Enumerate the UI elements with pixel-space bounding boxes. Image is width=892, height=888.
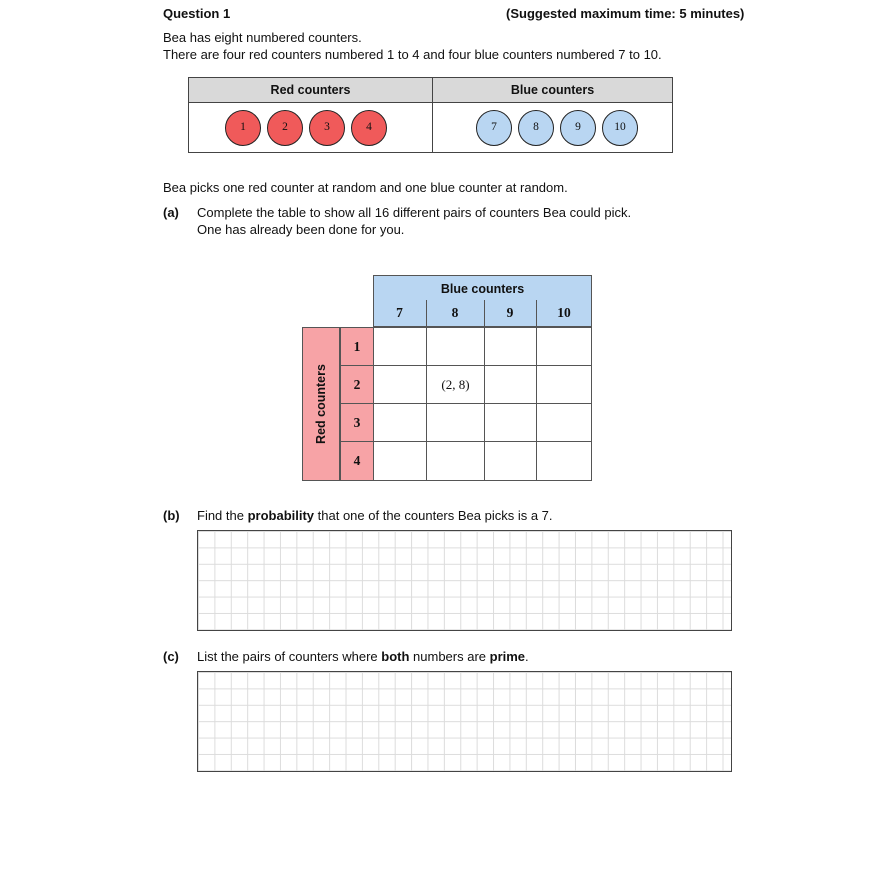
intro-line-2: There are four red counters numbered 1 to 4 and four blue counters numbered 7 to 10. — [163, 47, 662, 62]
pair-cell-3-8[interactable] — [426, 403, 485, 442]
red-counters-header: Red counters — [189, 78, 432, 103]
counters-table-divider — [432, 78, 433, 152]
pair-cell-1-7[interactable] — [373, 327, 427, 366]
part-c-bold-1: both — [381, 649, 410, 664]
blue-counters-header: Blue counters — [433, 78, 672, 103]
question-title: Question 1 — [163, 6, 231, 21]
red-counters-title: Red counters — [314, 364, 329, 444]
pair-cell-4-10[interactable] — [536, 441, 592, 481]
part-c-text-1: List the pairs of counters where — [197, 649, 382, 664]
blue-counter-7: 7 — [476, 110, 512, 146]
pair-cell-2-7[interactable] — [373, 365, 427, 404]
blue-counters-title: Blue counters — [440, 282, 525, 296]
part-c-bold-2: prime — [489, 649, 526, 664]
red-counter-2: 2 — [267, 110, 303, 146]
row-header-1: 1 — [353, 339, 361, 354]
pair-cell-2-10[interactable] — [536, 365, 592, 404]
part-a-line-2: One has already been done for you. — [197, 222, 405, 237]
pair-cell-1-9[interactable] — [484, 327, 537, 366]
blue-counter-9: 9 — [560, 110, 596, 146]
blue-counter-10: 10 — [602, 110, 638, 146]
counters-table — [188, 77, 673, 153]
red-counter-4: 4 — [351, 110, 387, 146]
pair-cell-3-9[interactable] — [484, 403, 537, 442]
red-counter-1: 1 — [225, 110, 261, 146]
intro-line-1: Bea has eight numbered counters. — [163, 30, 362, 45]
part-c-answer-grid[interactable] — [197, 671, 732, 772]
picks-text: Bea picks one red counter at random and one blue counter at random. — [163, 180, 568, 195]
part-a-label: (a) — [163, 205, 179, 220]
row-header-3: 3 — [353, 415, 361, 430]
part-b-label: (b) — [163, 508, 180, 523]
part-c-text-3: . — [525, 649, 529, 664]
row-header-2: 2 — [353, 377, 361, 392]
part-b-answer-grid[interactable] — [197, 530, 732, 631]
pair-cell-3-7[interactable] — [373, 403, 427, 442]
col-header-10: 10 — [557, 305, 571, 320]
suggested-time: (Suggested maximum time: 5 minutes) — [506, 6, 745, 21]
example-pair: (2, 8) — [441, 377, 470, 392]
pair-cell-1-8[interactable] — [426, 327, 485, 366]
red-counter-3: 3 — [309, 110, 345, 146]
part-c-label: (c) — [163, 649, 179, 664]
part-c-question — [197, 649, 529, 664]
pair-cell-4-8[interactable] — [426, 441, 485, 481]
part-b-text-2: that one of the counters Bea picks is a 7. — [314, 508, 553, 523]
pair-cell-3-10[interactable] — [536, 403, 592, 442]
col-header-9: 9 — [506, 305, 514, 320]
col-header-7: 7 — [396, 305, 403, 320]
part-b-bold: probability — [247, 508, 315, 523]
part-b-question — [197, 508, 553, 523]
part-c-text-2: numbers are — [409, 649, 490, 664]
blue-counter-8: 8 — [518, 110, 554, 146]
part-a-line-1: Complete the table to show all 16 different pairs of counters Bea could pick. — [197, 205, 632, 220]
pair-cell-4-9[interactable] — [484, 441, 537, 481]
col-header-8: 8 — [451, 305, 459, 320]
row-header-4: 4 — [353, 453, 361, 468]
pair-cell-4-7[interactable] — [373, 441, 427, 481]
red-title-wrap — [302, 327, 340, 481]
part-b-text-1: Find the — [197, 508, 248, 523]
pair-cell-1-10[interactable] — [536, 327, 592, 366]
pair-cell-2-9[interactable] — [484, 365, 537, 404]
